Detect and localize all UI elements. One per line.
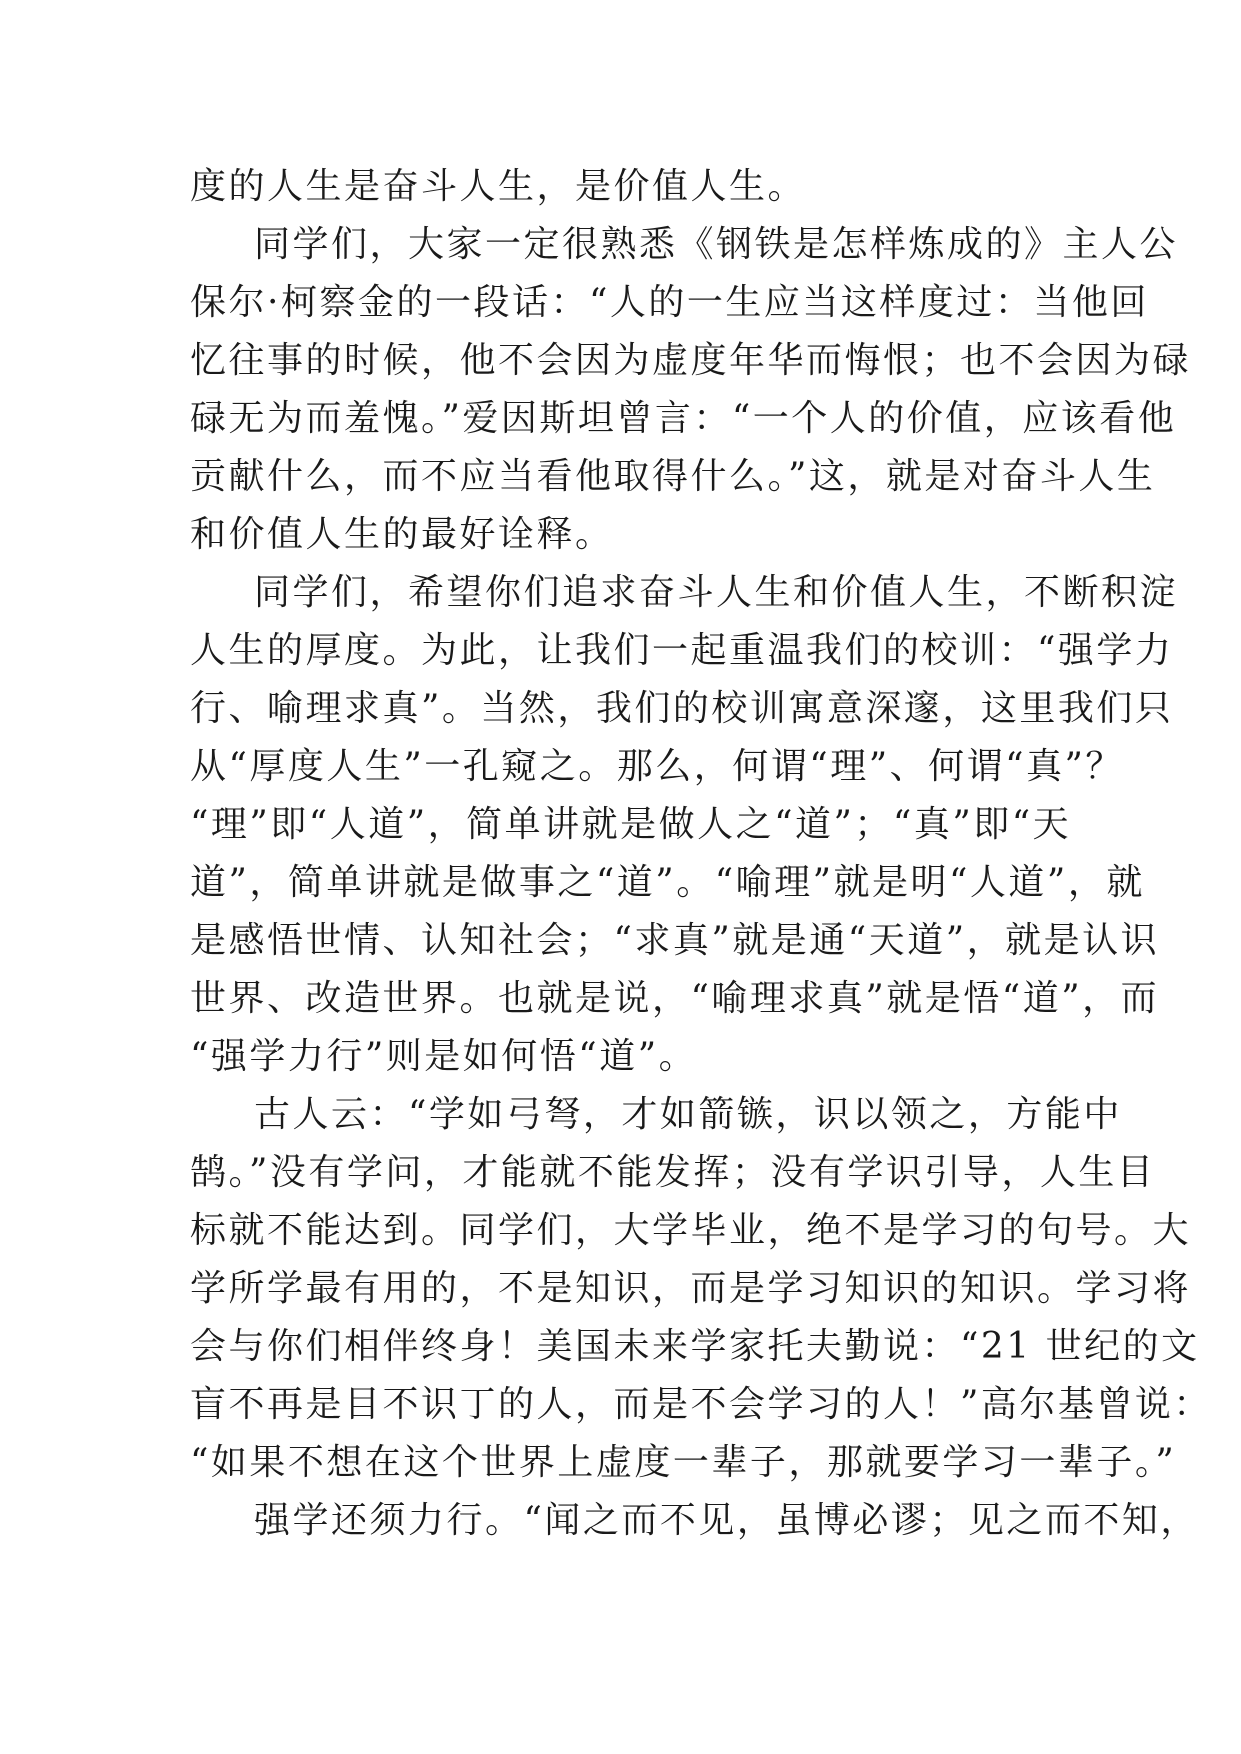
text-line: 人生的厚度。为此，让我们一起重温我们的校训：“强学力 bbox=[190, 630, 1174, 671]
text-line: “如果不想在这个世界上虚度一辈子，那就要学习一辈子。” bbox=[190, 1442, 1177, 1483]
text-line: 盲不再是目不识丁的人，而是不会学习的人！”高尔基曾说： bbox=[190, 1384, 1212, 1425]
text-line: 是感悟世情、认知社会；“求真”就是通“天道”，就是认识 bbox=[190, 920, 1160, 961]
text-line: 行、喻理求真”。当然，我们的校训寓意深邃，这里我们只 bbox=[190, 688, 1174, 729]
text-line: 贡献什么，而不应当看他取得什么。”这，就是对奋斗人生 bbox=[190, 456, 1156, 497]
text-line: “理”即“人道”，简单讲就是做人之“道”；“真”即“天 bbox=[190, 804, 1072, 845]
paragraph-start-line: 古人云：“学如弓弩，才如箭镞，识以领之，方能中 bbox=[254, 1094, 1122, 1135]
text-line: 度的人生是奋斗人生，是价值人生。 bbox=[190, 166, 807, 207]
paragraph-start-line: 强学还须力行。“闻之而不见，虽博必谬；见之而不知， bbox=[254, 1500, 1199, 1541]
text-line: 会与你们相伴终身！美国未来学家托夫勤说：“21 世纪的文 bbox=[190, 1326, 1200, 1367]
paragraph-start-line: 同学们，大家一定很熟悉《钢铁是怎样炼成的》主人公 bbox=[254, 224, 1179, 265]
document-body bbox=[190, 158, 1212, 1550]
text-line: 碌无为而羞愧。”爱因斯坦曾言：“一个人的价值，应该看他 bbox=[190, 398, 1177, 439]
text-line: 道”，简单讲就是做事之“道”。“喻理”就是明“人道”，就 bbox=[190, 862, 1145, 903]
text-line: 忆往事的时候，他不会因为虚度年华而悔恨；也不会因为碌 bbox=[190, 340, 1192, 381]
text-line: 世界、改造世界。也就是说，“喻理求真”就是悟“道”，而 bbox=[190, 978, 1160, 1019]
text-line: 标就不能达到。同学们，大学毕业，绝不是学习的句号。大 bbox=[190, 1210, 1192, 1251]
text-line: 保尔·柯察金的一段话：“人的一生应当这样度过：当他回 bbox=[190, 282, 1149, 323]
text-line: 鹄。”没有学问，才能就不能发挥；没有学识引导，人生目 bbox=[190, 1152, 1156, 1193]
text-line: 学所学最有用的，不是知识，而是学习知识的知识。学习将 bbox=[190, 1268, 1192, 1309]
text-line: “强学力行”则是如何悟“道”。 bbox=[190, 1036, 698, 1077]
text-line: 和价值人生的最好诠释。 bbox=[190, 514, 614, 555]
text-line: 从“厚度人生”一孔窥之。那么，何谓“理”、何谓“真”？ bbox=[190, 746, 1124, 787]
paragraph-start-line: 同学们，希望你们追求奋斗人生和价值人生，不断积淀 bbox=[254, 572, 1179, 613]
